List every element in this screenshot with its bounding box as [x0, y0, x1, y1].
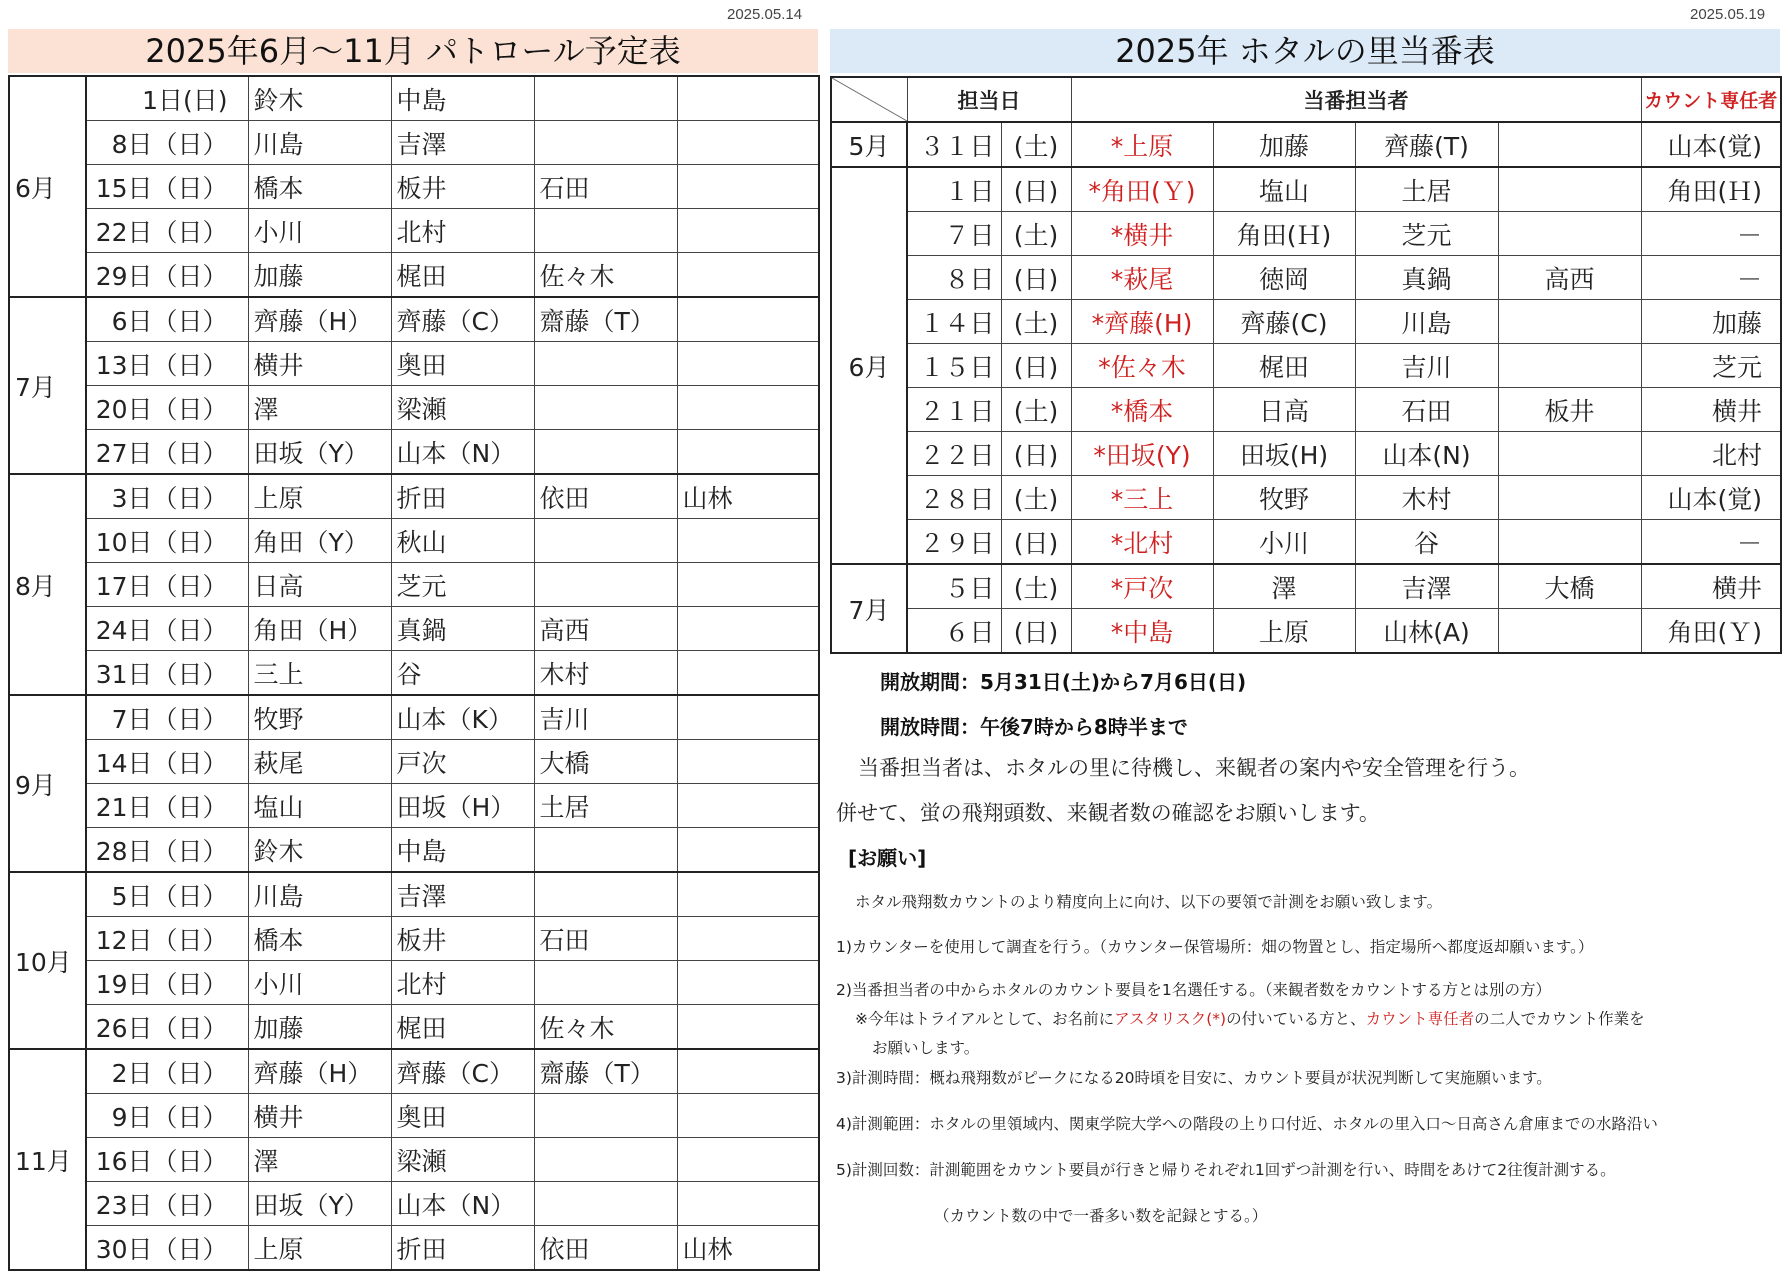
note-p1: 当番担当者は、ホタルの里に待機し、来観者の案内や安全管理を行う。 — [858, 756, 1530, 780]
header-date: 担当日 — [907, 77, 1071, 122]
duty-member-cell: 齊藤(T) — [1355, 122, 1498, 167]
member-cell: 佐々木 — [534, 1005, 677, 1050]
member-cell: 芝元 — [391, 563, 534, 607]
day-cell: ７日 — [907, 212, 1001, 256]
member-cell — [677, 342, 819, 386]
member-cell: 山本（N） — [391, 1182, 534, 1226]
member-cell — [534, 121, 677, 165]
member-cell — [677, 209, 819, 253]
day-cell: ８日 — [907, 256, 1001, 300]
member-cell — [677, 297, 819, 342]
patrol-row — [9, 1005, 819, 1050]
patrol-row — [9, 563, 819, 607]
header-duty: 当番担当者 — [1071, 77, 1641, 122]
counter-member-cell: *齊藤(H) — [1071, 300, 1213, 344]
member-cell — [677, 1138, 819, 1182]
month-cell: 6月 — [831, 167, 907, 564]
count-staff-cell: 角田(Ｈ) — [1641, 167, 1781, 212]
count-staff-cell: 山本(覚) — [1641, 476, 1781, 520]
duty-member-cell: 小川 — [1213, 520, 1355, 565]
duty-member-cell — [1498, 609, 1641, 654]
member-cell: 吉澤 — [391, 121, 534, 165]
member-cell — [534, 430, 677, 475]
count-staff-cell: 横井 — [1641, 564, 1781, 609]
count-staff-cell: 北村 — [1641, 432, 1781, 476]
member-cell: 鈴木 — [248, 828, 391, 873]
member-cell: 山本（K） — [391, 695, 534, 740]
duty-row — [831, 388, 1781, 432]
date-cell: 2日（日） — [86, 1049, 248, 1094]
member-cell: 川島 — [248, 872, 391, 917]
header-count: カウント専任者 — [1641, 77, 1781, 122]
member-cell: 加藤 — [248, 1005, 391, 1050]
duty-member-cell: 板井 — [1498, 388, 1641, 432]
day-cell: １５日 — [907, 344, 1001, 388]
member-cell: 田坂（Y） — [248, 1182, 391, 1226]
date-cell: 22日（日） — [86, 209, 248, 253]
date-cell: 31日（日） — [86, 651, 248, 696]
member-cell: 川島 — [248, 121, 391, 165]
weekday-cell: (日) — [1001, 344, 1071, 388]
member-cell: 橋本 — [248, 917, 391, 961]
note-p2: 併せて、蛍の飛翔頭数、来観者数の確認をお願いします。 — [836, 801, 1380, 825]
patrol-row — [9, 253, 819, 298]
member-cell: 齊藤（H） — [248, 1049, 391, 1094]
duty-member-cell: 石田 — [1355, 388, 1498, 432]
member-cell — [534, 1182, 677, 1226]
open-hours: 開放時間：午後7時から8時半まで — [880, 715, 1188, 739]
duty-member-cell: 山林(A) — [1355, 609, 1498, 654]
duty-member-cell: 加藤 — [1213, 122, 1355, 167]
count-staff-cell: 角田(Ｙ) — [1641, 609, 1781, 654]
date-cell: 17日（日） — [86, 563, 248, 607]
duty-member-cell: 芝元 — [1355, 212, 1498, 256]
weekday-cell: (日) — [1001, 609, 1071, 654]
member-cell — [534, 961, 677, 1005]
weekday-cell: (日) — [1001, 520, 1071, 565]
member-cell: 吉川 — [534, 695, 677, 740]
date-cell: 23日（日） — [86, 1182, 248, 1226]
patrol-row — [9, 917, 819, 961]
request-item-2: 2)当番担当者の中からホタルのカウント要員を1名選任する。（来観者数をカウントする方とは別の方） — [836, 981, 1552, 999]
counter-member-cell: *萩尾 — [1071, 256, 1213, 300]
counter-member-cell: *横井 — [1071, 212, 1213, 256]
member-cell: 加藤 — [248, 253, 391, 298]
corner-cell — [831, 77, 907, 122]
duty-member-cell — [1498, 476, 1641, 520]
duty-member-cell: 齊藤(C) — [1213, 300, 1355, 344]
duty-member-cell: 大橋 — [1498, 564, 1641, 609]
date-cell: 12日（日） — [86, 917, 248, 961]
member-cell: 北村 — [391, 961, 534, 1005]
counter-member-cell: *佐々木 — [1071, 344, 1213, 388]
date-cell: 29日（日） — [86, 253, 248, 298]
member-cell: 依田 — [534, 474, 677, 519]
date-cell: 27日（日） — [86, 430, 248, 475]
counter-member-cell: *田坂(Y) — [1071, 432, 1213, 476]
duty-member-cell: 徳岡 — [1213, 256, 1355, 300]
patrol-table — [8, 75, 820, 1271]
member-cell: 上原 — [248, 474, 391, 519]
member-cell: 牧野 — [248, 695, 391, 740]
counter-member-cell: *角田(Ｙ) — [1071, 167, 1213, 212]
patrol-row — [9, 784, 819, 828]
duty-member-cell: 真鍋 — [1355, 256, 1498, 300]
duty-row — [831, 520, 1781, 565]
duty-member-cell — [1498, 300, 1641, 344]
member-cell — [677, 828, 819, 873]
date-cell: 5日（日） — [86, 872, 248, 917]
member-cell: 奥田 — [391, 1094, 534, 1138]
duty-member-cell — [1498, 344, 1641, 388]
patrol-row — [9, 1226, 819, 1271]
patrol-row — [9, 165, 819, 209]
patrol-row — [9, 607, 819, 651]
member-cell: 山林 — [677, 1226, 819, 1271]
duty-member-cell: 木村 — [1355, 476, 1498, 520]
member-cell: 三上 — [248, 651, 391, 696]
patrol-row — [9, 1138, 819, 1182]
counter-member-cell: *北村 — [1071, 520, 1213, 565]
patrol-row — [9, 297, 819, 342]
duty-member-cell: 澤 — [1213, 564, 1355, 609]
patrol-row — [9, 76, 819, 121]
weekday-cell: (日) — [1001, 432, 1071, 476]
member-cell — [677, 386, 819, 430]
member-cell: 山本（N） — [391, 430, 534, 475]
duty-row — [831, 609, 1781, 654]
duty-member-cell: 谷 — [1355, 520, 1498, 565]
member-cell — [534, 386, 677, 430]
member-cell: 梶田 — [391, 253, 534, 298]
counter-member-cell: *三上 — [1071, 476, 1213, 520]
open-period: 開放期間：5月31日(土)から7月6日(日) — [880, 670, 1247, 694]
counter-member-cell: *戸次 — [1071, 564, 1213, 609]
member-cell: 澤 — [248, 1138, 391, 1182]
weekday-cell: (日) — [1001, 167, 1071, 212]
duty-row — [831, 300, 1781, 344]
date-cell: 24日（日） — [86, 607, 248, 651]
duty-row — [831, 564, 1781, 609]
duty-row — [831, 212, 1781, 256]
date-cell: 13日（日） — [86, 342, 248, 386]
member-cell: 梶田 — [391, 1005, 534, 1050]
date-cell: 6日（日） — [86, 297, 248, 342]
request-item-3: 3)計測時間：概ね飛翔数がピークになる20時頃を目安に、カウント要員が状況判断して実施願います。 — [836, 1069, 1552, 1087]
patrol-row — [9, 651, 819, 696]
date-cell: 3日（日） — [86, 474, 248, 519]
member-cell: 中島 — [391, 828, 534, 873]
date-cell: 16日（日） — [86, 1138, 248, 1182]
member-cell: 塩山 — [248, 784, 391, 828]
date-cell: 15日（日） — [86, 165, 248, 209]
left-date: 2025.05.14 — [727, 6, 803, 23]
day-cell: ２９日 — [907, 520, 1001, 565]
member-cell — [677, 1049, 819, 1094]
request-item-2-note: ※今年はトライアルとして、お名前にアスタリスク(*)の付いている方と、カウント専任者の二人でカウント作業を — [855, 1010, 1645, 1028]
count-staff-cell: 山本(覚) — [1641, 122, 1781, 167]
date-cell: 1日(日) — [86, 76, 248, 121]
member-cell — [534, 1094, 677, 1138]
member-cell — [534, 209, 677, 253]
patrol-row — [9, 740, 819, 784]
member-cell — [677, 651, 819, 696]
patrol-row — [9, 209, 819, 253]
weekday-cell: (日) — [1001, 256, 1071, 300]
member-cell: 上原 — [248, 1226, 391, 1271]
count-staff-cell: 横井 — [1641, 388, 1781, 432]
day-cell: ３１日 — [907, 122, 1001, 167]
member-cell: 折田 — [391, 474, 534, 519]
member-cell: 小川 — [248, 209, 391, 253]
duty-member-cell: 角田(Ｈ) — [1213, 212, 1355, 256]
member-cell — [534, 872, 677, 917]
patrol-row — [9, 342, 819, 386]
member-cell: 田坂（H） — [391, 784, 534, 828]
patrol-row — [9, 872, 819, 917]
member-cell: 板井 — [391, 165, 534, 209]
duty-member-cell — [1498, 212, 1641, 256]
duty-member-cell: 吉川 — [1355, 344, 1498, 388]
member-cell — [677, 784, 819, 828]
member-cell: 梁瀬 — [391, 1138, 534, 1182]
duty-member-cell: 塩山 — [1213, 167, 1355, 212]
member-cell: 横井 — [248, 1094, 391, 1138]
patrol-row — [9, 474, 819, 519]
patrol-row — [9, 1049, 819, 1094]
member-cell: 石田 — [534, 165, 677, 209]
date-cell: 14日（日） — [86, 740, 248, 784]
patrol-title: 2025年6月～11月 パトロール予定表 — [8, 29, 818, 73]
member-cell — [677, 519, 819, 563]
request-intro: ホタル飛翔数カウントのより精度向上に向け、以下の要領で計測をお願い致します。 — [855, 893, 1443, 911]
duty-row — [831, 167, 1781, 212]
member-cell: 戸次 — [391, 740, 534, 784]
member-cell — [677, 1182, 819, 1226]
member-cell: 鈴木 — [248, 76, 391, 121]
member-cell: 佐々木 — [534, 253, 677, 298]
weekday-cell: (土) — [1001, 122, 1071, 167]
member-cell: 秋山 — [391, 519, 534, 563]
count-staff-cell: － — [1641, 256, 1781, 300]
member-cell — [677, 917, 819, 961]
member-cell: 齋藤（T） — [534, 1049, 677, 1094]
member-cell — [534, 519, 677, 563]
patrol-row — [9, 961, 819, 1005]
member-cell — [677, 253, 819, 298]
request-item-5: 5)計測回数：計測範囲をカウント要員が行きと帰りそれぞれ1回ずつ計測を行い、時間をあけて2往復計測する。 — [836, 1161, 1616, 1179]
day-cell: ２１日 — [907, 388, 1001, 432]
member-cell: 日高 — [248, 563, 391, 607]
patrol-row — [9, 828, 819, 873]
duty-member-cell: 日高 — [1213, 388, 1355, 432]
member-cell — [677, 872, 819, 917]
member-cell: 橋本 — [248, 165, 391, 209]
count-staff-cell: － — [1641, 520, 1781, 565]
day-cell: ２８日 — [907, 476, 1001, 520]
date-cell: 10日（日） — [86, 519, 248, 563]
member-cell: 大橋 — [534, 740, 677, 784]
month-cell: 10月 — [9, 872, 86, 1049]
count-staff-cell: 加藤 — [1641, 300, 1781, 344]
hotaru-title: 2025年 ホタルの里当番表 — [830, 29, 1780, 73]
duty-member-cell: 川島 — [1355, 300, 1498, 344]
duty-member-cell: 高西 — [1498, 256, 1641, 300]
month-cell: 8月 — [9, 474, 86, 695]
day-cell: ６日 — [907, 609, 1001, 654]
member-cell: 中島 — [391, 76, 534, 121]
duty-member-cell: 土居 — [1355, 167, 1498, 212]
member-cell: 折田 — [391, 1226, 534, 1271]
request-item-6: （カウント数の中で一番多い数を記録とする。） — [934, 1207, 1268, 1225]
date-cell: 21日（日） — [86, 784, 248, 828]
duty-member-cell: 山本(N) — [1355, 432, 1498, 476]
member-cell — [677, 121, 819, 165]
duty-member-cell: 田坂(H) — [1213, 432, 1355, 476]
member-cell — [677, 430, 819, 475]
weekday-cell: (土) — [1001, 388, 1071, 432]
duty-row — [831, 476, 1781, 520]
patrol-row — [9, 519, 819, 563]
day-cell: １４日 — [907, 300, 1001, 344]
member-cell — [677, 1005, 819, 1050]
duty-member-cell: 上原 — [1213, 609, 1355, 654]
month-cell: 9月 — [9, 695, 86, 872]
month-cell: 6月 — [9, 76, 86, 297]
member-cell: 高西 — [534, 607, 677, 651]
month-cell: 11月 — [9, 1049, 86, 1270]
date-cell: 26日（日） — [86, 1005, 248, 1050]
request-item-2-note-cont: お願いします。 — [872, 1039, 980, 1057]
member-cell: 梁瀬 — [391, 386, 534, 430]
weekday-cell: (土) — [1001, 300, 1071, 344]
member-cell: 板井 — [391, 917, 534, 961]
member-cell: 土居 — [534, 784, 677, 828]
member-cell — [534, 1138, 677, 1182]
month-cell: 7月 — [831, 564, 907, 653]
member-cell: 田坂（Y） — [248, 430, 391, 475]
counter-member-cell: *橋本 — [1071, 388, 1213, 432]
count-staff-cell: － — [1641, 212, 1781, 256]
right-date: 2025.05.19 — [1690, 6, 1766, 23]
member-cell — [534, 342, 677, 386]
patrol-row — [9, 1182, 819, 1226]
duty-member-cell — [1498, 122, 1641, 167]
request-item-4: 4)計測範囲：ホタルの里領域内、関東学院大学への階段の上り口付近、ホタルの里入口～日高さん倉庫までの水路沿い — [836, 1115, 1658, 1133]
weekday-cell: (土) — [1001, 476, 1071, 520]
month-cell: 5月 — [831, 122, 907, 167]
member-cell — [677, 165, 819, 209]
hotaru-duty-table — [830, 76, 1782, 654]
counter-member-cell: *中島 — [1071, 609, 1213, 654]
patrol-row — [9, 386, 819, 430]
member-cell: 角田（H） — [248, 607, 391, 651]
month-cell: 7月 — [9, 297, 86, 474]
member-cell — [677, 1094, 819, 1138]
member-cell: 真鍋 — [391, 607, 534, 651]
duty-row — [831, 122, 1781, 167]
member-cell: 齊藤（C） — [391, 297, 534, 342]
member-cell — [534, 76, 677, 121]
duty-member-cell: 牧野 — [1213, 476, 1355, 520]
day-cell: ５日 — [907, 564, 1001, 609]
member-cell — [534, 828, 677, 873]
member-cell — [677, 961, 819, 1005]
request-item-1: 1)カウンターを使用して調査を行う。（カウンター保管場所：畑の物置とし、指定場所へ都度返却願います。） — [836, 938, 1594, 956]
duty-row — [831, 344, 1781, 388]
duty-member-cell: 吉澤 — [1355, 564, 1498, 609]
member-cell: 横井 — [248, 342, 391, 386]
weekday-cell: (土) — [1001, 212, 1071, 256]
date-cell: 9日（日） — [86, 1094, 248, 1138]
duty-member-cell — [1498, 167, 1641, 212]
member-cell: 萩尾 — [248, 740, 391, 784]
member-cell: 山林 — [677, 474, 819, 519]
patrol-row — [9, 1094, 819, 1138]
counter-member-cell: *上原 — [1071, 122, 1213, 167]
day-cell: ２２日 — [907, 432, 1001, 476]
member-cell: 澤 — [248, 386, 391, 430]
day-cell: １日 — [907, 167, 1001, 212]
request-heading: [お願い] — [848, 846, 927, 870]
duty-row — [831, 256, 1781, 300]
member-cell: 依田 — [534, 1226, 677, 1271]
duty-row — [831, 432, 1781, 476]
member-cell — [534, 563, 677, 607]
duty-member-cell — [1498, 520, 1641, 565]
member-cell: 小川 — [248, 961, 391, 1005]
date-cell: 8日（日） — [86, 121, 248, 165]
member-cell — [677, 740, 819, 784]
date-cell: 7日（日） — [86, 695, 248, 740]
patrol-row — [9, 430, 819, 475]
member-cell: 木村 — [534, 651, 677, 696]
date-cell: 28日（日） — [86, 828, 248, 873]
patrol-row — [9, 695, 819, 740]
member-cell: 齊藤（H） — [248, 297, 391, 342]
member-cell: 谷 — [391, 651, 534, 696]
member-cell: 角田（Y） — [248, 519, 391, 563]
patrol-row — [9, 121, 819, 165]
count-staff-cell: 芝元 — [1641, 344, 1781, 388]
member-cell: 吉澤 — [391, 872, 534, 917]
date-cell: 19日（日） — [86, 961, 248, 1005]
member-cell — [677, 695, 819, 740]
member-cell: 奥田 — [391, 342, 534, 386]
member-cell — [677, 563, 819, 607]
member-cell: 齋藤（T） — [534, 297, 677, 342]
member-cell: 北村 — [391, 209, 534, 253]
date-cell: 30日（日） — [86, 1226, 248, 1271]
duty-member-cell: 梶田 — [1213, 344, 1355, 388]
duty-member-cell — [1498, 432, 1641, 476]
member-cell: 齊藤（C） — [391, 1049, 534, 1094]
member-cell: 石田 — [534, 917, 677, 961]
member-cell — [677, 607, 819, 651]
date-cell: 20日（日） — [86, 386, 248, 430]
member-cell — [677, 76, 819, 121]
weekday-cell: (土) — [1001, 564, 1071, 609]
